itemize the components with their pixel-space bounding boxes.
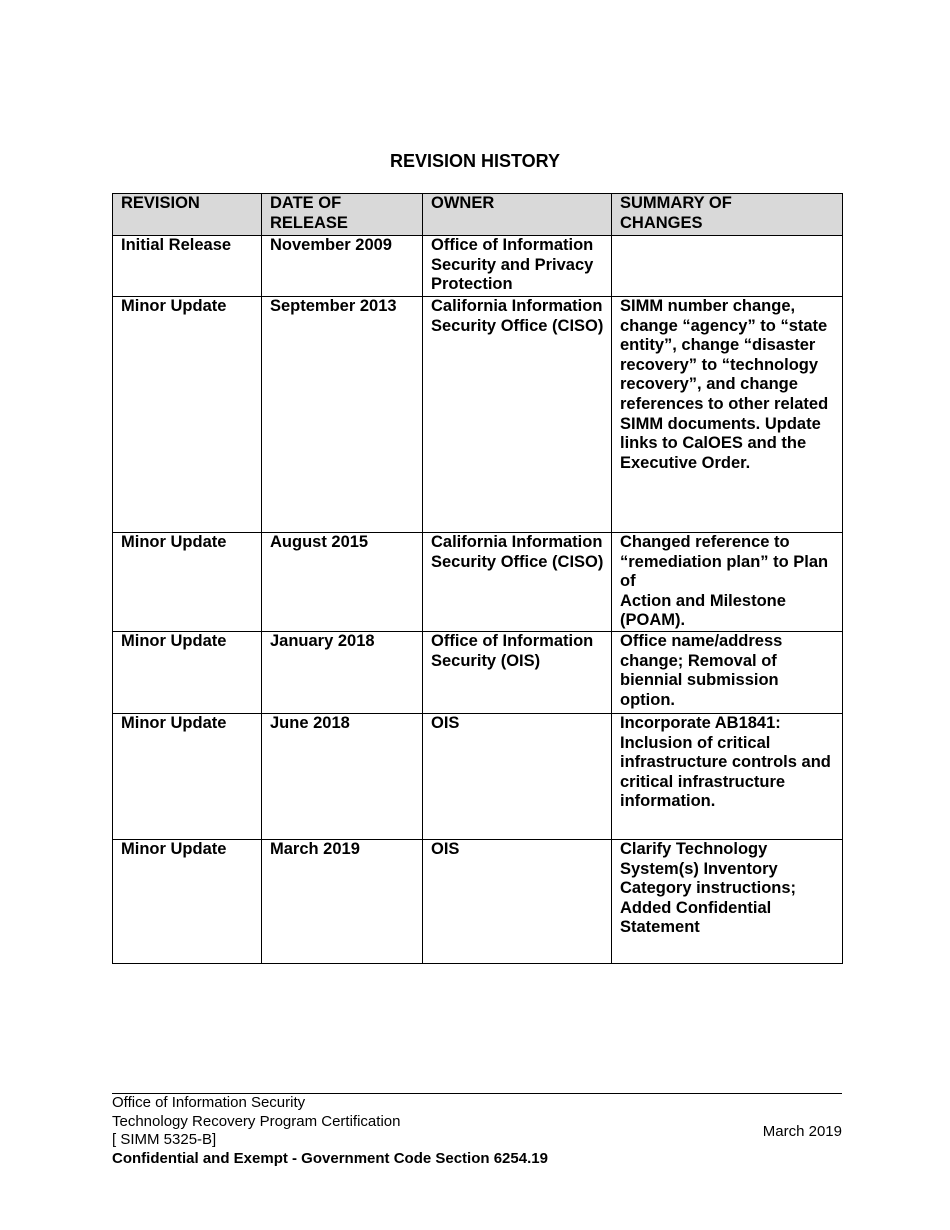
header-summary-line1: SUMMARY OF xyxy=(620,194,732,212)
header-date-line1: DATE OF xyxy=(270,194,342,212)
table-row xyxy=(113,631,843,713)
cell-summary: Incorporate AB1841: Inclusion of critical infrastructure controls and critical infrastructure information. xyxy=(612,713,843,839)
header-summary-line2: CHANGES xyxy=(620,213,703,232)
header-owner: OWNER xyxy=(423,194,612,236)
table-row xyxy=(113,839,843,963)
footer-date: March 2019 xyxy=(762,1123,842,1140)
cell-summary xyxy=(612,533,843,632)
cell-summary: Clarify Technology System(s) Inventory Category instructions; Added Confidential Statement xyxy=(612,839,843,963)
cell-owner: California Information Security Office (CISO) xyxy=(423,297,612,533)
table-row xyxy=(113,236,843,297)
cell-owner: California Information Security Office (CISO) xyxy=(423,533,612,632)
cell-date: January 2018 xyxy=(262,631,423,713)
cell-summary: SIMM number change, change “agency” to “state entity”, change “disaster recovery” to “technology recovery”, and change references to other related SIMM documents. Update links to CalOES and the Executive Order. xyxy=(612,297,843,533)
header-revision: REVISION xyxy=(113,194,262,236)
cell-owner: Office of Information Security and Privacy Protection xyxy=(423,236,612,297)
cell-owner: Office of Information Security (OIS) xyxy=(423,631,612,713)
cell-summary: Office name/address change; Removal of biennial submission option. xyxy=(612,631,843,713)
table-row xyxy=(113,297,843,533)
table-row xyxy=(113,713,843,839)
cell-revision: Minor Update xyxy=(113,631,262,713)
cell-date: August 2015 xyxy=(262,533,423,632)
cell-summary-line1: Changed reference to “remediation plan” to Plan of xyxy=(620,533,829,591)
footer-confidential-statement: Confidential and Exempt - Government Code Section 6254.19 xyxy=(112,1149,548,1167)
cell-revision: Minor Update xyxy=(113,713,262,839)
cell-date: June 2018 xyxy=(262,713,423,839)
cell-summary xyxy=(612,236,843,297)
footer-office: Office of Information Security xyxy=(112,1094,306,1111)
cell-revision: Minor Update xyxy=(113,839,262,963)
page-title: REVISION HISTORY xyxy=(389,151,561,171)
header-date-of-release xyxy=(262,194,423,236)
header-date-line2: RELEASE xyxy=(270,213,348,232)
cell-revision: Initial Release xyxy=(113,236,262,297)
revision-history-table xyxy=(112,193,843,964)
table-header-row xyxy=(113,194,843,236)
cell-owner: OIS xyxy=(423,713,612,839)
cell-date: September 2013 xyxy=(262,297,423,533)
footer-document-title: Technology Recovery Program Certification xyxy=(112,1112,401,1130)
cell-date: November 2009 xyxy=(262,236,423,297)
footer-info xyxy=(112,1094,548,1168)
cell-date: March 2019 xyxy=(262,839,423,963)
cell-owner: OIS xyxy=(423,839,612,963)
cell-revision: Minor Update xyxy=(113,533,262,632)
cell-summary-line2: Action and Milestone (POAM). xyxy=(620,591,786,630)
table-row xyxy=(113,533,843,632)
header-summary-of-changes xyxy=(612,194,843,236)
cell-revision: Minor Update xyxy=(113,297,262,533)
footer-simm-number: [ SIMM 5325-B] xyxy=(112,1131,217,1148)
